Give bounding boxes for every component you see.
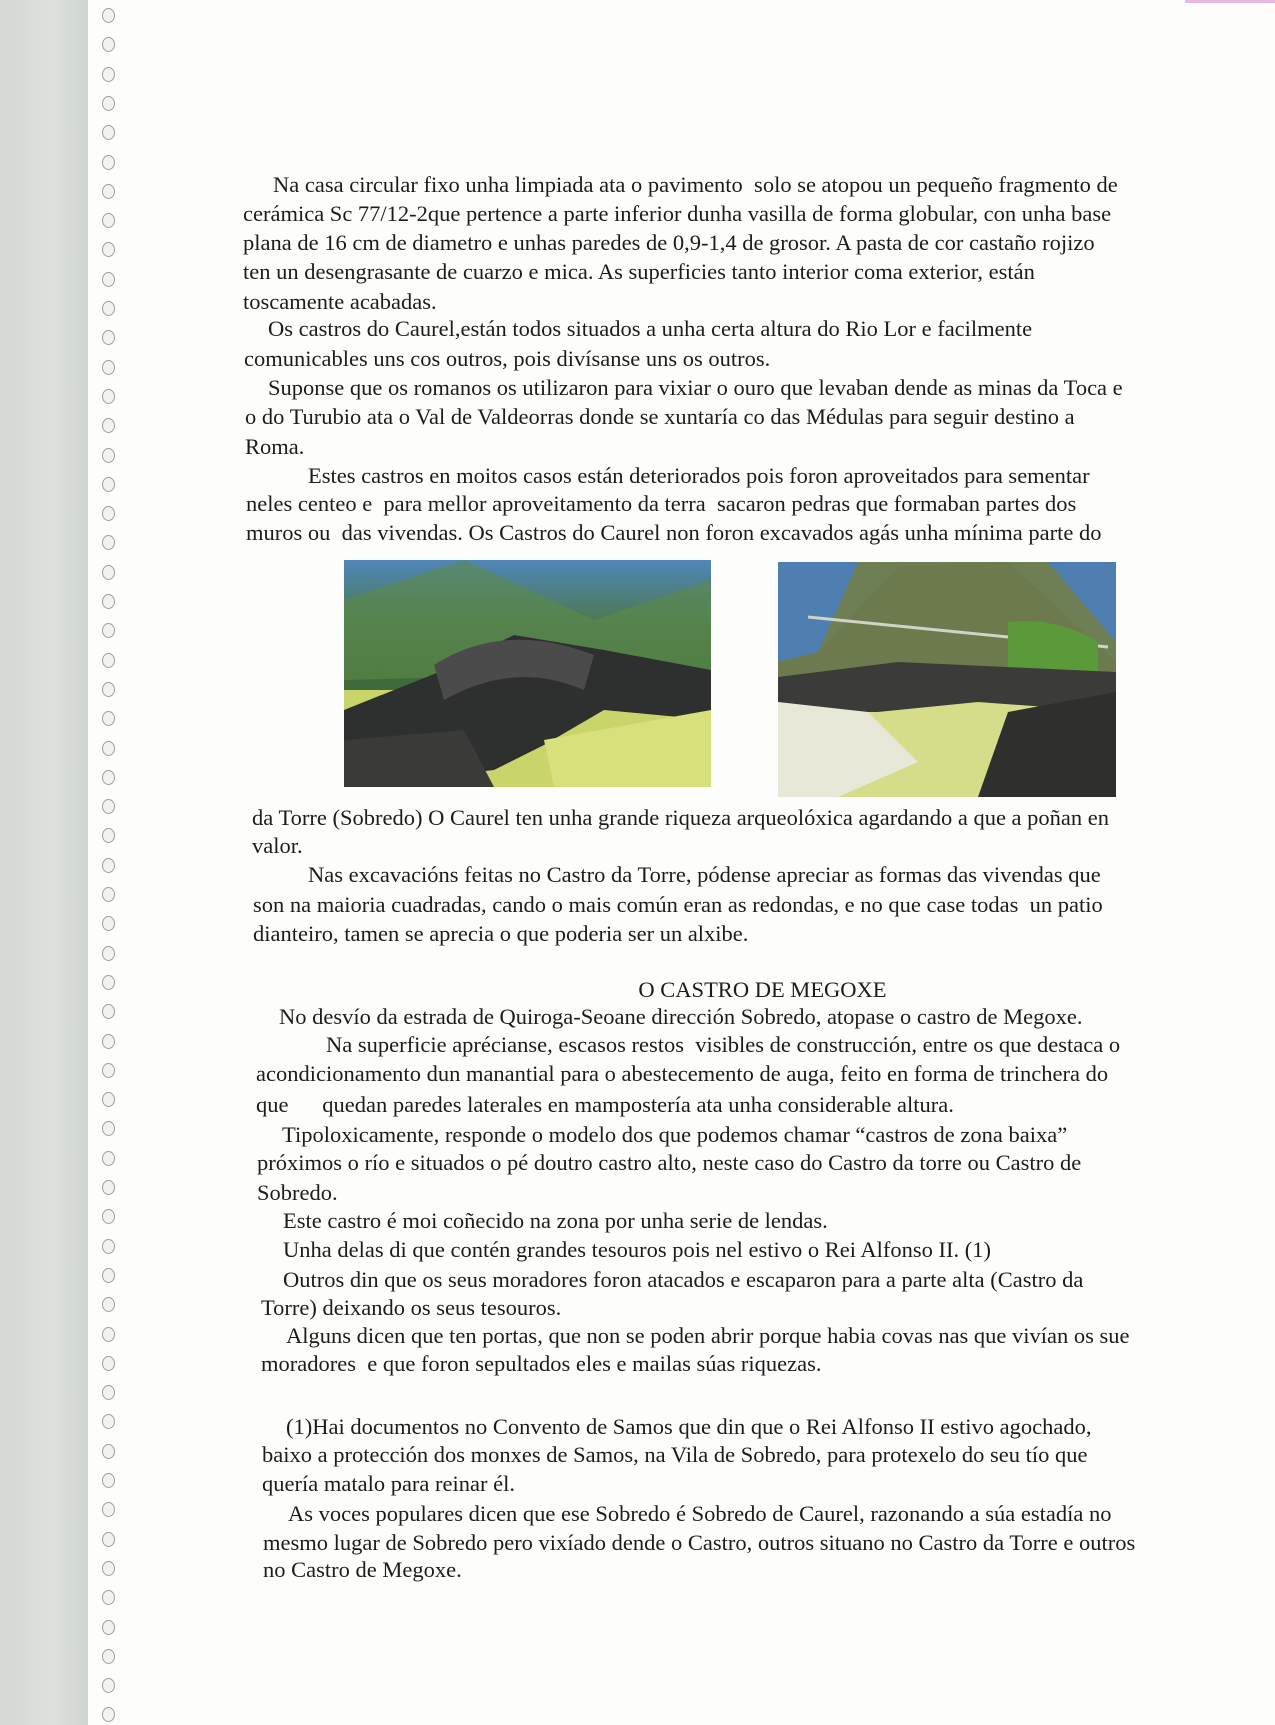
binder-hole bbox=[102, 506, 115, 521]
text-line: No desvío da estrada de Quiroga-Seoane dirección Sobredo, atopase o castro de Megoxe. bbox=[279, 1004, 1083, 1029]
binder-hole bbox=[102, 1327, 115, 1342]
text-line: neles centeo e para mellor aproveitamento da terra sacaron pedras que formaban partes dos bbox=[246, 491, 1077, 516]
binder-hole bbox=[102, 1385, 115, 1400]
binder-hole bbox=[102, 653, 115, 668]
text-line: Este castro é moi coñecido na zona por unha serie de lendas. bbox=[283, 1208, 828, 1233]
text-line: Na casa circular fixo unha limpiada ata o pavimento solo se atopou un pequeño fragmento de bbox=[273, 172, 1118, 197]
text-line: toscamente acabadas. bbox=[243, 289, 437, 314]
text-line: Torre) deixando os seus tesouros. bbox=[261, 1295, 562, 1320]
binder-hole bbox=[102, 1004, 115, 1019]
scan-edge-mark bbox=[1185, 0, 1275, 3]
binder-hole bbox=[102, 1649, 115, 1664]
binder-hole bbox=[102, 887, 115, 902]
binder-hole bbox=[102, 1034, 115, 1049]
binder-strip bbox=[0, 0, 88, 1725]
photo-castro-ruins-right bbox=[778, 562, 1116, 797]
binder-hole bbox=[102, 155, 115, 170]
binder-hole bbox=[102, 418, 115, 433]
binder-hole bbox=[102, 1444, 115, 1459]
binder-hole bbox=[102, 272, 115, 287]
binder-hole bbox=[102, 1532, 115, 1547]
text-line: Tipoloxicamente, responde o modelo dos que podemos chamar “castros de zona baixa” bbox=[282, 1122, 1068, 1147]
text-line: ten un desengrasante de cuarzo e mica. As superficies tanto interior coma exterior, están bbox=[243, 259, 1035, 284]
footnote-line: mesmo lugar de Sobredo pero vixíado dende o Castro, outros situano no Castro da Torre e outros bbox=[263, 1530, 1136, 1555]
binder-hole bbox=[102, 1092, 115, 1107]
binder-hole bbox=[102, 389, 115, 404]
section-heading: O CASTRO DE MEGOXE bbox=[638, 977, 887, 1002]
footnote-line: As voces populares dicen que ese Sobredo é Sobredo de Caurel, razonando a súa estadía no bbox=[288, 1501, 1112, 1526]
binder-hole bbox=[102, 828, 115, 843]
binder-hole bbox=[102, 1297, 115, 1312]
text-line: Estes castros en moitos casos están deteriorados pois foron aproveitados para sementar bbox=[308, 463, 1090, 488]
binder-holes bbox=[102, 0, 122, 1725]
binder-hole bbox=[102, 8, 115, 23]
text-line: dianteiro, tamen se aprecia o que poderia ser un alxibe. bbox=[253, 921, 749, 946]
binder-hole bbox=[102, 1414, 115, 1429]
binder-hole bbox=[102, 67, 115, 82]
text-line: comunicables uns cos outros, pois divísanse uns os outros. bbox=[244, 346, 771, 371]
text-line: Nas excavacións feitas no Castro da Torre, pódense apreciar as formas das vivendas que bbox=[308, 862, 1101, 887]
text-line: Roma. bbox=[245, 434, 305, 459]
text-line: que quedan paredes laterales en mampostería ata unha considerable altura. bbox=[256, 1092, 954, 1117]
text-line: Suponse que os romanos os utilizaron para vixiar o ouro que levaban dende as minas da Toca e bbox=[268, 375, 1123, 400]
binder-hole bbox=[102, 213, 115, 228]
binder-hole bbox=[102, 1180, 115, 1195]
binder-hole bbox=[102, 125, 115, 140]
binder-hole bbox=[102, 916, 115, 931]
footnote-line: baixo a protección dos monxes de Samos, na Vila de Sobredo, para protexelo do seu tío que bbox=[262, 1442, 1088, 1467]
binder-hole bbox=[102, 1502, 115, 1517]
text-line: Outros din que os seus moradores foron atacados e escaparon para a parte alta (Castro da bbox=[283, 1267, 1084, 1292]
text-line: muros ou das vivendas. Os Castros do Caurel non foron excavados agás unha mínima parte do bbox=[246, 520, 1102, 545]
binder-hole bbox=[102, 360, 115, 375]
photo-castro-ruins-left bbox=[344, 560, 711, 787]
binder-hole bbox=[102, 594, 115, 609]
binder-hole bbox=[102, 1268, 115, 1283]
text-line: o do Turubio ata o Val de Valdeorras donde se xuntaría co das Médulas para seguir destino a bbox=[245, 404, 1075, 429]
binder-hole bbox=[102, 711, 115, 726]
binder-hole bbox=[102, 1678, 115, 1693]
binder-hole bbox=[102, 242, 115, 257]
binder-hole bbox=[102, 330, 115, 345]
footnote-line: (1)Hai documentos no Convento de Samos que din que o Rei Alfonso II estivo agochado, bbox=[286, 1414, 1092, 1439]
text-line: Os castros do Caurel,están todos situados a unha certa altura do Rio Lor e facilmente bbox=[268, 316, 1033, 341]
text-line: plana de 16 cm de diametro e unhas paredes de 0,9-1,4 de grosor. A pasta de cor castaño rojizo bbox=[243, 230, 1095, 255]
binder-hole bbox=[102, 1121, 115, 1136]
binder-hole bbox=[102, 565, 115, 580]
binder-hole bbox=[102, 477, 115, 492]
binder-hole bbox=[102, 858, 115, 873]
binder-hole bbox=[102, 37, 115, 52]
binder-hole bbox=[102, 1209, 115, 1224]
binder-hole bbox=[102, 448, 115, 463]
binder-hole bbox=[102, 770, 115, 785]
text-line: Unha delas di que contén grandes tesouros pois nel estivo o Rei Alfonso II. (1) bbox=[283, 1237, 991, 1262]
binder-hole bbox=[102, 741, 115, 756]
text-line: próximos o río e situados o pé doutro castro alto, neste caso do Castro da torre ou Castro de bbox=[257, 1150, 1082, 1175]
binder-hole bbox=[102, 301, 115, 316]
text-line: cerámica Sc 77/12-2que pertence a parte inferior dunha vasilla de forma globular, con unha base bbox=[243, 201, 1112, 226]
binder-hole bbox=[102, 799, 115, 814]
binder-hole bbox=[102, 1356, 115, 1371]
text-line: valor. bbox=[252, 833, 303, 858]
binder-hole bbox=[102, 1239, 115, 1254]
binder-hole bbox=[102, 1590, 115, 1605]
footnote-line: no Castro de Megoxe. bbox=[263, 1557, 462, 1582]
binder-hole bbox=[102, 1707, 115, 1722]
text-line: Na superficie aprécianse, escasos restos visibles de construcción, entre os que destaca o bbox=[326, 1032, 1121, 1057]
binder-hole bbox=[102, 1151, 115, 1166]
binder-hole bbox=[102, 946, 115, 961]
text-line: Alguns dicen que ten portas, que non se poden abrir porque habia covas nas que vivían os sue bbox=[286, 1323, 1130, 1348]
binder-hole bbox=[102, 1473, 115, 1488]
binder-hole bbox=[102, 1063, 115, 1078]
binder-hole bbox=[102, 1620, 115, 1635]
binder-hole bbox=[102, 535, 115, 550]
binder-hole bbox=[102, 184, 115, 199]
text-line: da Torre (Sobredo) O Caurel ten unha grande riqueza arqueolóxica agardando a que a poñan en bbox=[252, 805, 1110, 830]
text-line: acondicionamento dun manantial para o abestecemento de auga, feito en forma de trinchera do bbox=[256, 1061, 1109, 1086]
binder-hole bbox=[102, 1561, 115, 1576]
binder-hole bbox=[102, 623, 115, 638]
text-line: son na maioria cuadradas, cando o mais común eran as redondas, e no que case todas un patio bbox=[253, 892, 1103, 917]
text-line: moradores e que foron sepultados eles e mailas súas riquezas. bbox=[261, 1351, 822, 1376]
binder-hole bbox=[102, 682, 115, 697]
text-line: Sobredo. bbox=[257, 1180, 338, 1205]
binder-hole bbox=[102, 96, 115, 111]
footnote-line: quería matalo para reinar él. bbox=[262, 1471, 515, 1496]
